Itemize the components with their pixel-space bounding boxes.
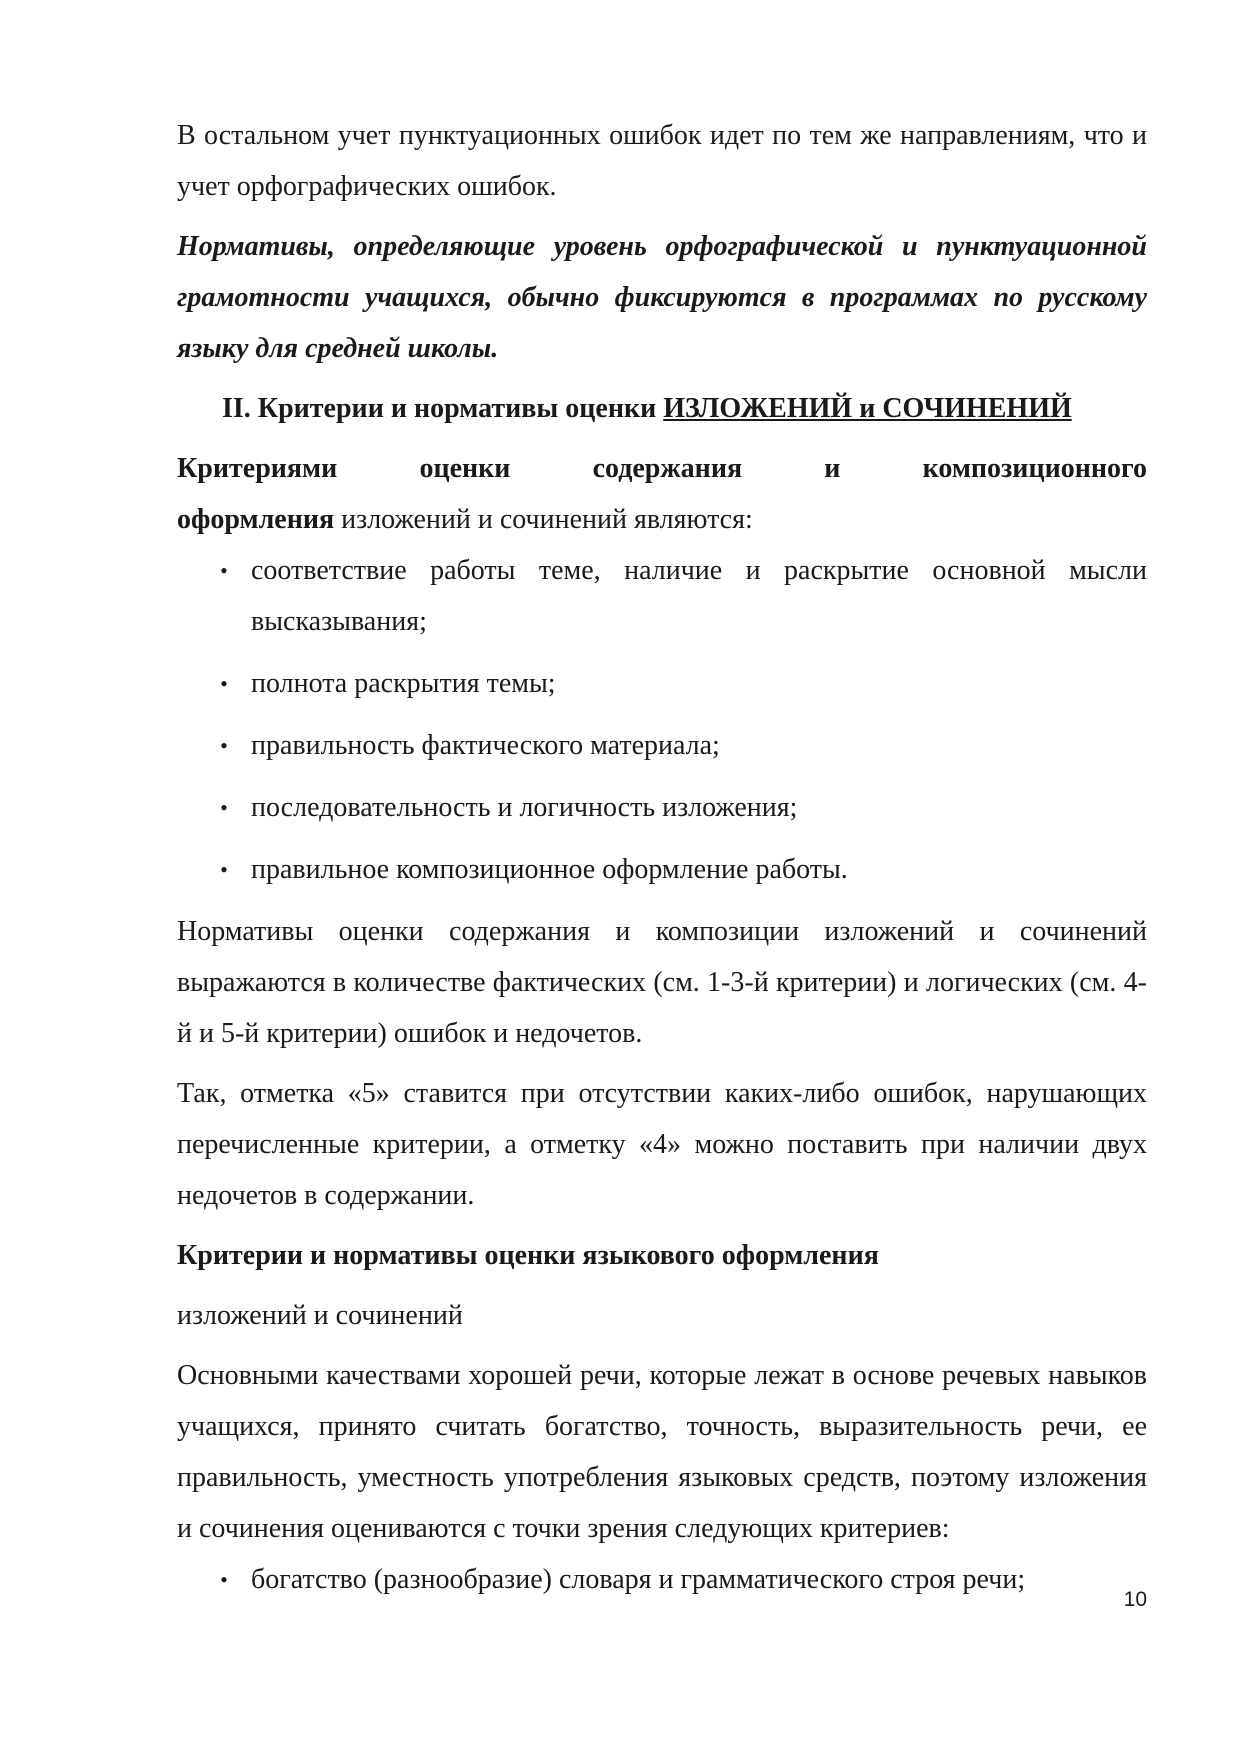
paragraph-norms-emphasis: Нормативы, определяющие уровень орфографической и пунктуационной грамотности учащихся, обычно фиксируются в программах по русскому языку для средней школы.: [177, 231, 1147, 364]
list-item: • последовательность и логичность изложения;: [177, 782, 1147, 833]
paragraph-punctuation: В остальном учет пунктуационных ошибок идет по тем же направлениям, что и учет орфографических ошибок.: [177, 120, 1147, 202]
bullet-icon: •: [220, 1567, 228, 1592]
subheading-language: Критерии и нормативы оценки языкового оформления: [177, 1240, 879, 1271]
bullet-icon: •: [220, 795, 228, 820]
list-item: • правильность фактического материала;: [177, 720, 1147, 771]
list-item: • соответствие работы теме, наличие и раскрытие основной мысли высказывания;: [177, 545, 1147, 647]
section-title: [222, 383, 1147, 434]
criteria-list: [177, 545, 1147, 895]
section-title-prefix: II. Критерии и нормативы оценки: [222, 393, 664, 424]
criteria-intro: [177, 443, 1147, 545]
bullet-icon: •: [220, 558, 228, 583]
language-criteria-list: [177, 1554, 1147, 1605]
bullet-icon: •: [220, 733, 228, 758]
section-title-underlined: ИЗЛОЖЕНИЙ и СОЧИНЕНИЙ: [663, 393, 1072, 424]
bullet-icon: •: [220, 857, 228, 882]
criteria-intro-rest: изложений и сочинений являются:: [334, 504, 753, 535]
criteria-intro-bold-word: оформления: [177, 504, 335, 535]
list-item: • богатство (разнообразие) словаря и грамматического строя речи;: [177, 1554, 1147, 1605]
paragraph-grade-example: Так, отметка «5» ставится при отсутствии каких-либо ошибок, нарушающих перечисленные критерии, а отметку «4» можно поставить при наличии двух недочетов в содержании.: [177, 1078, 1147, 1211]
paragraph-norms-content: Нормативы оценки содержания и композиции изложений и сочинений выражаются в количестве фактических (см. 1-3-й критерии) и логических (см. 4-й и 5-й критерии) ошибок и недочетов.: [177, 916, 1147, 1049]
criteria-intro-line-1: [177, 443, 1147, 494]
page-number: 10: [1123, 1588, 1147, 1611]
bullet-icon: •: [220, 671, 228, 696]
subheading-language-continued: изложений и сочинений: [177, 1300, 463, 1331]
list-item: • правильное композиционное оформление работы.: [177, 844, 1147, 895]
criteria-intro-bold: Критериями оценки содержания и композиционного: [177, 453, 1147, 484]
list-item: • полнота раскрытия темы;: [177, 658, 1147, 709]
criteria-intro-line-2: [177, 494, 1147, 545]
document-page: [177, 110, 1147, 1605]
paragraph-speech-qualities: Основными качествами хорошей речи, которые лежат в основе речевых навыков учащихся, принято считать богатство, точность, выразительность речи, ее правильность, уместность употребления языковых средств, поэтому изложения и сочинения оцениваются с точки зрения следующих критериев:: [177, 1360, 1147, 1544]
